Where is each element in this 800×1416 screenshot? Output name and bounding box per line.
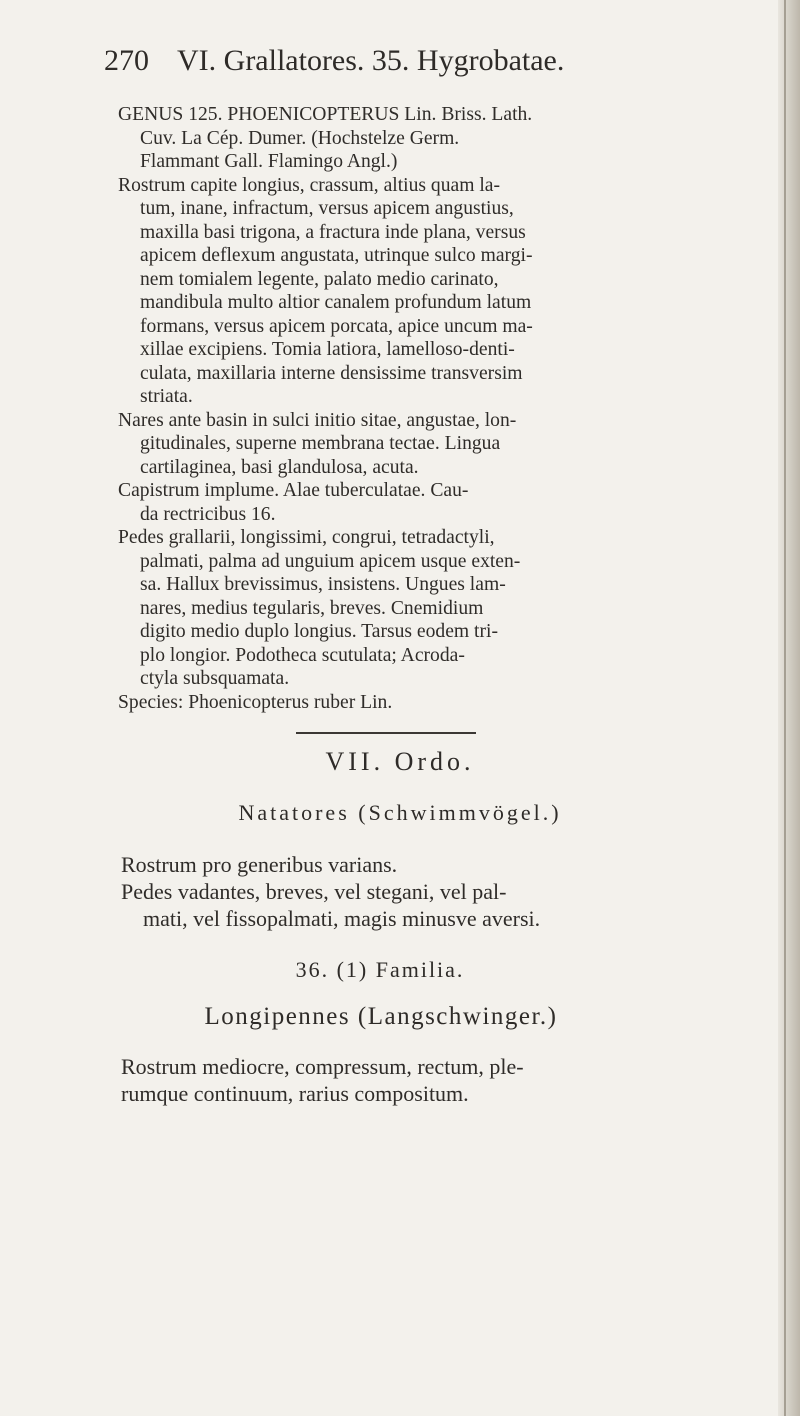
running-title: VI. Grallatores. 35. Hygrobatae.	[177, 44, 565, 77]
ordo-line: Pedes vadantes, breves, vel stegani, vel pal-	[121, 879, 507, 904]
running-header	[104, 44, 564, 78]
familia-description	[121, 1053, 771, 1107]
genus-line: Rostrum capite longius, crassum, altius quam la-	[118, 174, 501, 196]
page-edge-line	[784, 0, 786, 1416]
genus-line: Species: Phoenicopterus ruber Lin.	[118, 691, 393, 713]
genus-line: Pedes grallarii, longissimi, congrui, tetradactyli,	[118, 527, 495, 548]
genus-line: GENUS 125. PHOENICOPTERUS Lin. Briss. Lath.	[118, 104, 533, 125]
genus-line: nem tomialem legente, palato medio carinato,	[140, 268, 499, 290]
ordo-subtitle-text: Natatores (Schwimmvögel.)	[238, 800, 562, 825]
genus-line: mandibula multo altior canalem profundum latum	[140, 292, 532, 313]
genus-line: nares, medius tegularis, breves. Cnemidium	[140, 597, 484, 619]
genus-description	[118, 103, 768, 714]
genus-line: Nares ante basin in sulci initio sitae, angustae, lon-	[118, 409, 517, 431]
genus-line: striata.	[140, 386, 193, 407]
genus-line: plo longior. Podotheca scutulata; Acroda-	[140, 644, 465, 666]
ordo-line: Rostrum pro generibus varians.	[121, 852, 398, 877]
genus-line: gitudinales, superne membrana tectae. Lingua	[140, 433, 501, 454]
section-divider	[296, 732, 476, 734]
familia-heading: 36. (1) Familia.	[295, 957, 465, 982]
genus-line: Cuv. La Cép. Dumer. (Hochstelze Germ.	[140, 127, 460, 149]
familia-line: rumque continuum, rarius compositum.	[121, 1081, 469, 1106]
ordo-title: VII. Ordo.	[325, 747, 475, 776]
genus-line: palmati, palma ad unguium apicem usque exten-	[140, 550, 521, 572]
ordo-description	[121, 851, 771, 932]
genus-line: maxilla basi trigona, a fractura inde plana, versus	[140, 221, 526, 243]
genus-line: culata, maxillaria interne densissime transversim	[140, 362, 523, 384]
ordo-subtitle	[0, 800, 800, 826]
ordo-line: mati, vel fissopalmati, magis minusve aversi.	[143, 906, 541, 931]
familia-line: Rostrum mediocre, compressum, rectum, ple-	[121, 1054, 524, 1079]
genus-line: da rectricibus 16.	[140, 503, 276, 525]
genus-line: digito medio duplo longius. Tarsus eodem tri-	[140, 621, 498, 642]
genus-line: xillae excipiens. Tomia latiora, lamelloso-denti-	[140, 339, 515, 360]
page-number: 270	[104, 44, 149, 77]
genus-line: Flammant Gall. Flamingo Angl.)	[140, 151, 398, 172]
genus-line: formans, versus apicem porcata, apice uncum ma-	[140, 315, 533, 337]
genus-line: Capistrum implume. Alae tuberculatae. Cau-	[118, 480, 469, 501]
genus-line: ctyla subsquamata.	[140, 668, 290, 689]
genus-line: sa. Hallux brevissimus, insistens. Ungues lam-	[140, 574, 506, 595]
page-edge-shadow	[778, 0, 800, 1416]
genus-line: cartilaginea, basi glandulosa, acuta.	[140, 456, 419, 478]
genus-line: tum, inane, infractum, versus apicem angustius,	[140, 198, 514, 219]
familia-title: Longipennes (Langschwinger.)	[204, 1003, 558, 1030]
genus-line: apicem deflexum angustata, utrinque sulco margi-	[140, 245, 533, 266]
